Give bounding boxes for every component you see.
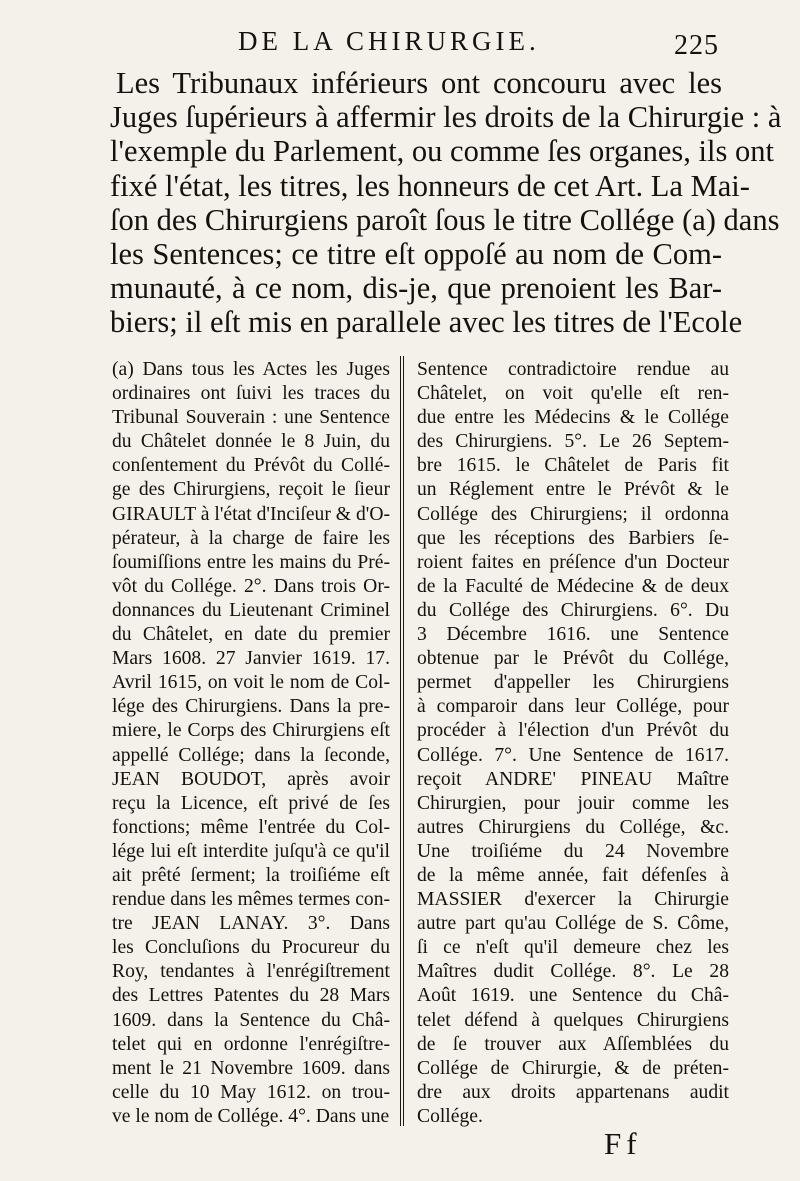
footnote-line: Chirurgien, pour jouir comme les xyxy=(417,792,729,814)
footnote-line: bre 1615. le Châtelet de Paris fit xyxy=(417,455,729,477)
footnote-line: vôt du Collége. 2°. Dans trois Or- xyxy=(112,575,390,597)
footnote-line: du Châtelet donnée le 8 Juin, du xyxy=(112,431,390,453)
footnote-line: reçoit ANDRE' PINEAU Maître xyxy=(417,768,729,790)
footnote-line: 1609. dans la Sentence du Châ- xyxy=(112,1009,390,1031)
footnote-line: fonctions; même l'entrée du Col- xyxy=(112,816,390,838)
footnote-line: ſi ce n'eſt qu'il demeure chez les xyxy=(417,937,729,959)
footnote-line: lége lui eſt interdite juſqu'à ce qu'il xyxy=(112,840,390,862)
footnote-line: 3 Décembre 1616. une Sentence xyxy=(417,624,729,646)
footnote-line: permet d'appeller les Chirurgiens xyxy=(417,672,729,694)
main-paragraph xyxy=(110,66,782,340)
text-line: les Sentences; ce titre eſt oppoſé au nom de Com- xyxy=(110,237,722,272)
text-line: biers; il eſt mis en parallele avec les titres de l'Ecole xyxy=(110,305,743,340)
footnote-line: tre JEAN LANAY. 3°. Dans xyxy=(112,913,390,935)
footnote-line: les Concluſions du Procureur du xyxy=(112,937,390,959)
footnote-line: Roy, tendantes à l'enrégiſtrement xyxy=(112,961,390,983)
footnote-line: lége des Chirurgiens. Dans la pre- xyxy=(112,696,390,718)
footnote-line: obtenue par le Prévôt du Collége, xyxy=(417,648,729,670)
footnote-line: autres Chirurgiens du Collége, &c. xyxy=(417,816,729,838)
footnote-line: (a) Dans tous les Actes les Juges xyxy=(112,359,390,380)
footnote-line: miere, le Corps des Chirurgiens eſt xyxy=(112,720,390,742)
footnote-line: ait prêté ſerment; la troiſiéme eſt xyxy=(112,864,390,886)
footnote-line: MASSIER d'exercer la Chirurgie xyxy=(417,889,729,911)
footnote-line: de la même année, fait défenſes à xyxy=(417,864,729,886)
footnote-line: ment le 21 Novembre 1609. dans xyxy=(112,1057,390,1079)
page-header xyxy=(0,26,800,66)
footnote-line: que les réceptions des Barbiers ſe- xyxy=(417,527,729,549)
footnote-line: un Réglement entre le Prévôt & le xyxy=(417,479,729,501)
footnote-line: ge des Chirurgiens, reçoit le ſieur xyxy=(112,479,390,501)
footnote-line: Sentence contradictoire rendue au xyxy=(417,359,729,380)
footnote-line: Collége de Chirurgie, & de préten- xyxy=(417,1057,729,1079)
footnote-line: Août 1619. une Sentence du Châ- xyxy=(417,985,729,1007)
text-line: l'exemple du Parlement, ou comme ſes organes, ils ont xyxy=(110,134,774,169)
running-title: DE LA CHIRURGIE. xyxy=(238,26,540,56)
footnote-line: roient faites en préſence d'un Docteur xyxy=(417,551,729,573)
footnote-line: des Lettres Patentes du 28 Mars xyxy=(112,985,390,1007)
footnote-line: telet qui en ordonne l'enrégiſtre- xyxy=(112,1033,390,1055)
footnote-line: pérateur, à la charge de faire les xyxy=(112,527,390,549)
footnote-line: reçu la Licence, eſt privé de ſes xyxy=(112,792,390,814)
text-line: Les Tribunaux inférieurs ont concouru avec les xyxy=(116,66,722,100)
footnote-line: due entre les Médecins & le Collége xyxy=(417,407,729,429)
signature-mark: Ff xyxy=(604,1126,642,1161)
footnote-line: celle du 10 May 1612. on trou- xyxy=(112,1081,390,1103)
footnote-line: du Collége des Chirurgiens. 6°. Du xyxy=(417,599,729,621)
footnote-line: Collége. 7°. Une Sentence de 1617. xyxy=(417,744,729,766)
footnote-line: JEAN BOUDOT, après avoir xyxy=(112,768,390,790)
footnote-line: conſentement du Prévôt du Collé- xyxy=(112,455,390,477)
footnote-line: rendue dans les mêmes termes con- xyxy=(112,889,391,911)
footnote-line: des Chirurgiens. 5°. Le 26 Septem- xyxy=(417,431,729,453)
footnote-line: GIRAULT à l'état d'Inciſeur & d'O- xyxy=(112,503,390,525)
footnote-line: Avril 1615, on voit le nom de Col- xyxy=(112,672,390,694)
footnote-line: à comparoir dans leur Collége, pour xyxy=(417,696,729,718)
footnote-line: Tribunal Souverain : une Sentence xyxy=(112,407,390,429)
footnote-line: ve le nom de Collége. 4°. Dans une xyxy=(112,1105,390,1127)
footnote-line: Maîtres dudit Collége. 8°. Le 28 xyxy=(417,961,729,983)
footnote-line: Collége des Chirurgiens; il ordonna xyxy=(417,503,729,525)
text-line: Juges ſupérieurs à affermir les droits de la Chirurgie : à xyxy=(110,100,782,135)
footnote-line: ordinaires ont ſuivi les traces du xyxy=(112,383,390,405)
text-line: munauté, à ce nom, dis-je, que prenoient les Bar- xyxy=(110,271,722,306)
footnote-line: de ſe trouver aux Aſſemblées du xyxy=(417,1033,729,1055)
footnote-line: telet défend à quelques Chirurgiens xyxy=(417,1009,729,1031)
text-line: ſon des Chirurgiens paroît ſous le titre Collége (a) dans xyxy=(110,202,780,237)
text-line: fixé l'état, les titres, les honneurs de cet Art. La Mai- xyxy=(110,168,750,203)
footnote-line: donnances du Lieutenant Criminel xyxy=(112,599,390,621)
footnote-line: Châtelet, on voit qu'elle eſt ren- xyxy=(417,383,729,405)
footnote-line: procéder à l'élection d'un Prévôt du xyxy=(417,720,729,742)
footnote-line: ſoumiſſions entre les mains du Pré- xyxy=(112,551,390,573)
footnote-line: de la Faculté de Médecine & de deux xyxy=(417,575,729,597)
footnote-line: Une troiſiéme du 24 Novembre xyxy=(417,840,729,862)
footnote-right-column xyxy=(417,358,729,1129)
footnote-line: Mars 1608. 27 Janvier 1619. 17. xyxy=(112,648,390,670)
footnote-line: dre aux droits appartenans audit xyxy=(417,1081,729,1103)
footnote-left-column xyxy=(112,358,390,1129)
footnote-line: autre part qu'au Collége de S. Côme, xyxy=(417,913,729,935)
footnote-line: appellé Collége; dans la ſeconde, xyxy=(112,744,390,766)
footnote-line: Collége. xyxy=(417,1105,483,1127)
footnote-line: du Châtelet, en date du premier xyxy=(112,624,390,646)
page-number: 225 xyxy=(674,30,719,61)
column-divider xyxy=(400,356,404,1126)
